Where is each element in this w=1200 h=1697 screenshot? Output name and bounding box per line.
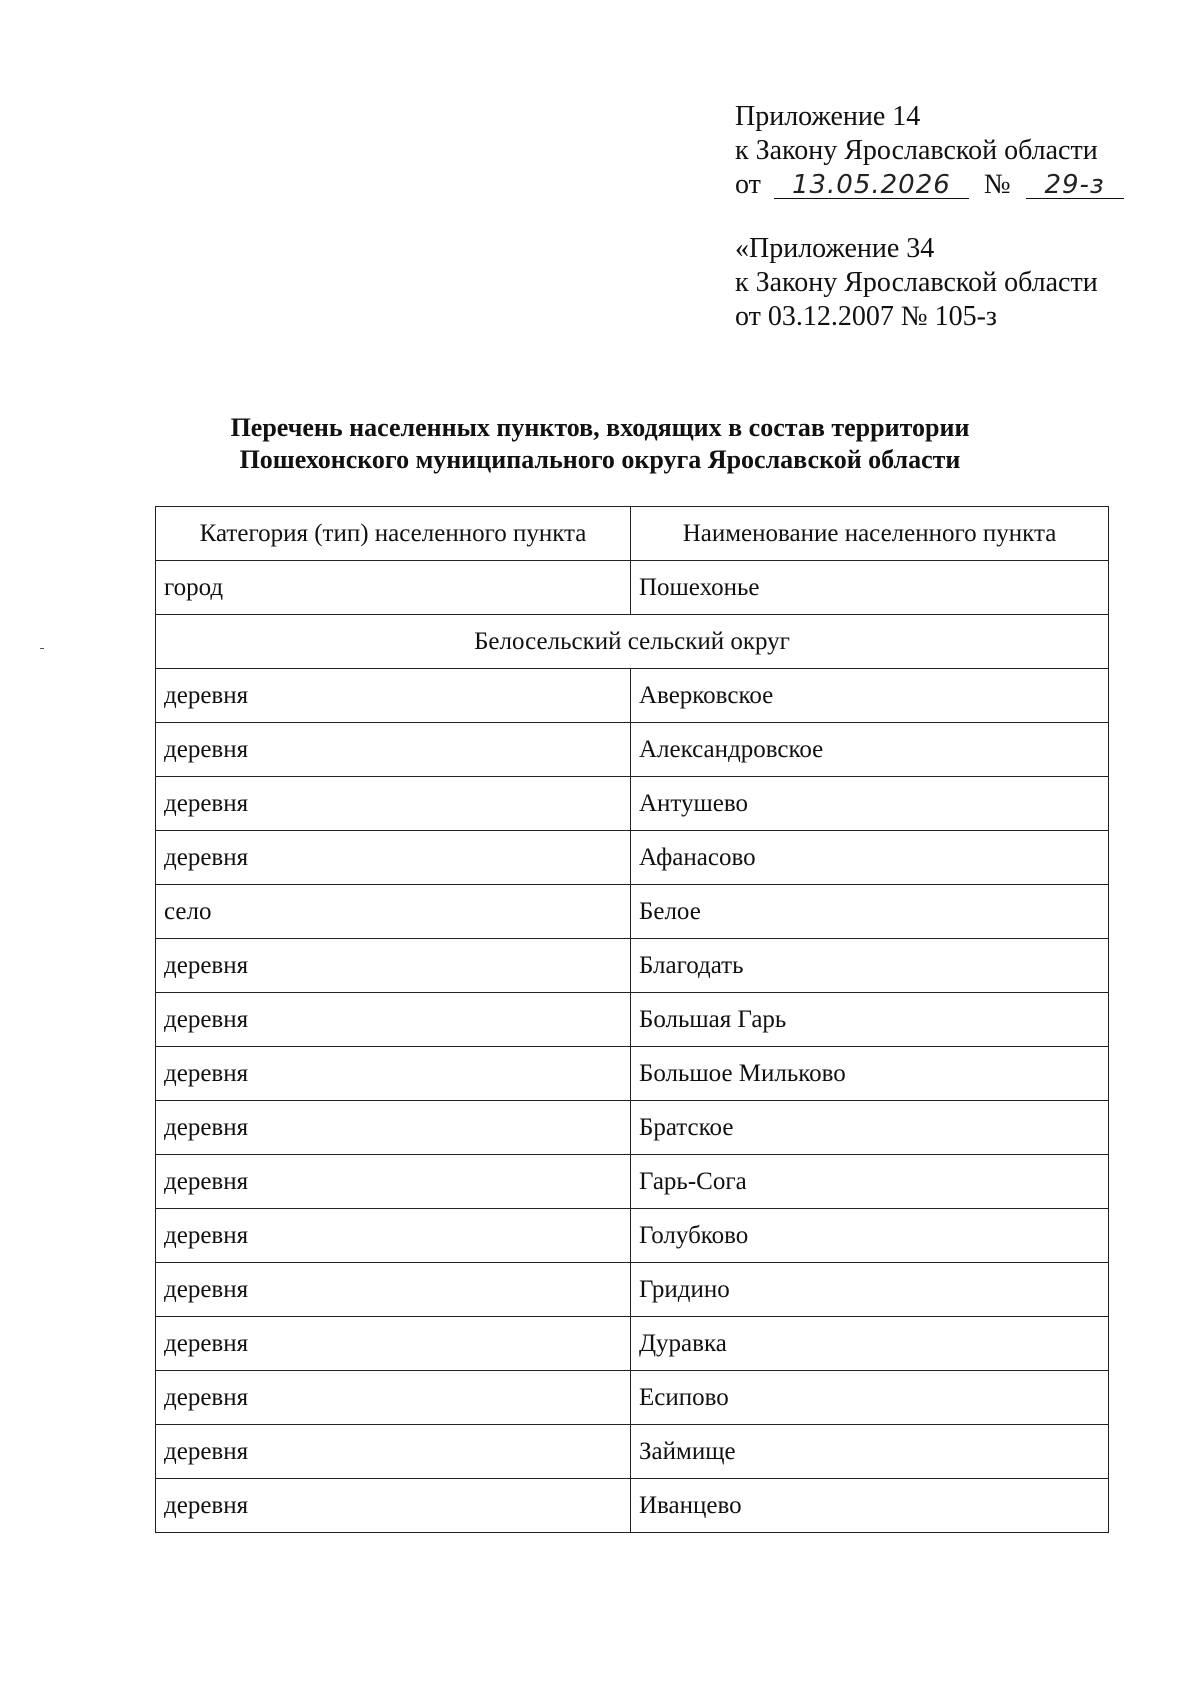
- date-prefix: от: [735, 169, 761, 200]
- name-cell: Пошехонье: [631, 561, 1109, 615]
- section-title: Белосельский сельский округ: [156, 615, 1109, 669]
- name-cell: Большое Мильково: [631, 1047, 1109, 1101]
- name-cell: Гарь-Сога: [631, 1155, 1109, 1209]
- table-row: [156, 1479, 1109, 1533]
- handwritten-number: 29-з: [1026, 172, 1124, 199]
- table-row: [156, 1425, 1109, 1479]
- original-appendix-number: «Приложение 34: [735, 233, 935, 264]
- table-row: [156, 1317, 1109, 1371]
- table-row: [156, 1047, 1109, 1101]
- category-cell: деревня: [156, 993, 631, 1047]
- category-cell: деревня: [156, 1479, 631, 1533]
- table-header-row: [156, 507, 1109, 561]
- original-law-reference: к Закону Ярославской области: [735, 267, 1098, 298]
- name-cell: Иванцево: [631, 1479, 1109, 1533]
- table-row: [156, 723, 1109, 777]
- document-title: [140, 412, 1060, 476]
- table-row: [156, 1101, 1109, 1155]
- table-row: [156, 561, 1109, 615]
- table-row: [156, 777, 1109, 831]
- name-cell: Есипово: [631, 1371, 1109, 1425]
- category-cell: деревня: [156, 1425, 631, 1479]
- name-cell: Афанасово: [631, 831, 1109, 885]
- name-cell: Гридино: [631, 1263, 1109, 1317]
- number-sign: №: [983, 169, 1011, 200]
- category-cell: село: [156, 885, 631, 939]
- name-cell: Голубково: [631, 1209, 1109, 1263]
- category-cell: город: [156, 561, 631, 615]
- table-row: [156, 1209, 1109, 1263]
- name-cell: Александровское: [631, 723, 1109, 777]
- appendix-header: [735, 100, 1155, 334]
- name-cell: Займище: [631, 1425, 1109, 1479]
- name-cell: Большая Гарь: [631, 993, 1109, 1047]
- table-row: [156, 993, 1109, 1047]
- category-cell: деревня: [156, 1047, 631, 1101]
- name-cell: Аверковское: [631, 669, 1109, 723]
- handwritten-date: 13.05.2026: [774, 172, 969, 199]
- category-cell: деревня: [156, 1263, 631, 1317]
- original-law-date: от 03.12.2007 № 105-з: [735, 301, 997, 332]
- category-cell: деревня: [156, 1155, 631, 1209]
- name-cell: Дуравка: [631, 1317, 1109, 1371]
- column-header-name: Наименование населенного пункта: [631, 507, 1109, 561]
- column-header-category: Категория (тип) населенного пункта: [156, 507, 631, 561]
- category-cell: деревня: [156, 939, 631, 993]
- scan-speck: [40, 648, 44, 649]
- category-cell: деревня: [156, 1371, 631, 1425]
- table-row: [156, 939, 1109, 993]
- category-cell: деревня: [156, 831, 631, 885]
- category-cell: деревня: [156, 777, 631, 831]
- table-row: [156, 885, 1109, 939]
- category-cell: деревня: [156, 1209, 631, 1263]
- name-cell: Благодать: [631, 939, 1109, 993]
- category-cell: деревня: [156, 1317, 631, 1371]
- settlements-table: [155, 506, 1109, 1533]
- name-cell: Белое: [631, 885, 1109, 939]
- law-date-number-line: [735, 168, 1155, 202]
- name-cell: Антушево: [631, 777, 1109, 831]
- category-cell: деревня: [156, 669, 631, 723]
- table-row: [156, 669, 1109, 723]
- table-row: [156, 831, 1109, 885]
- table-row: [156, 1371, 1109, 1425]
- law-reference: к Закону Ярославской области: [735, 135, 1098, 166]
- category-cell: деревня: [156, 723, 631, 777]
- title-line-2: Пошехонского муниципального округа Ярославской области: [239, 445, 961, 474]
- table-row: [156, 1155, 1109, 1209]
- name-cell: Братское: [631, 1101, 1109, 1155]
- section-row: [156, 615, 1109, 669]
- title-line-1: Перечень населенных пунктов, входящих в состав территории: [230, 413, 970, 442]
- appendix-number: Приложение 14: [735, 101, 921, 132]
- category-cell: деревня: [156, 1101, 631, 1155]
- table-row: [156, 1263, 1109, 1317]
